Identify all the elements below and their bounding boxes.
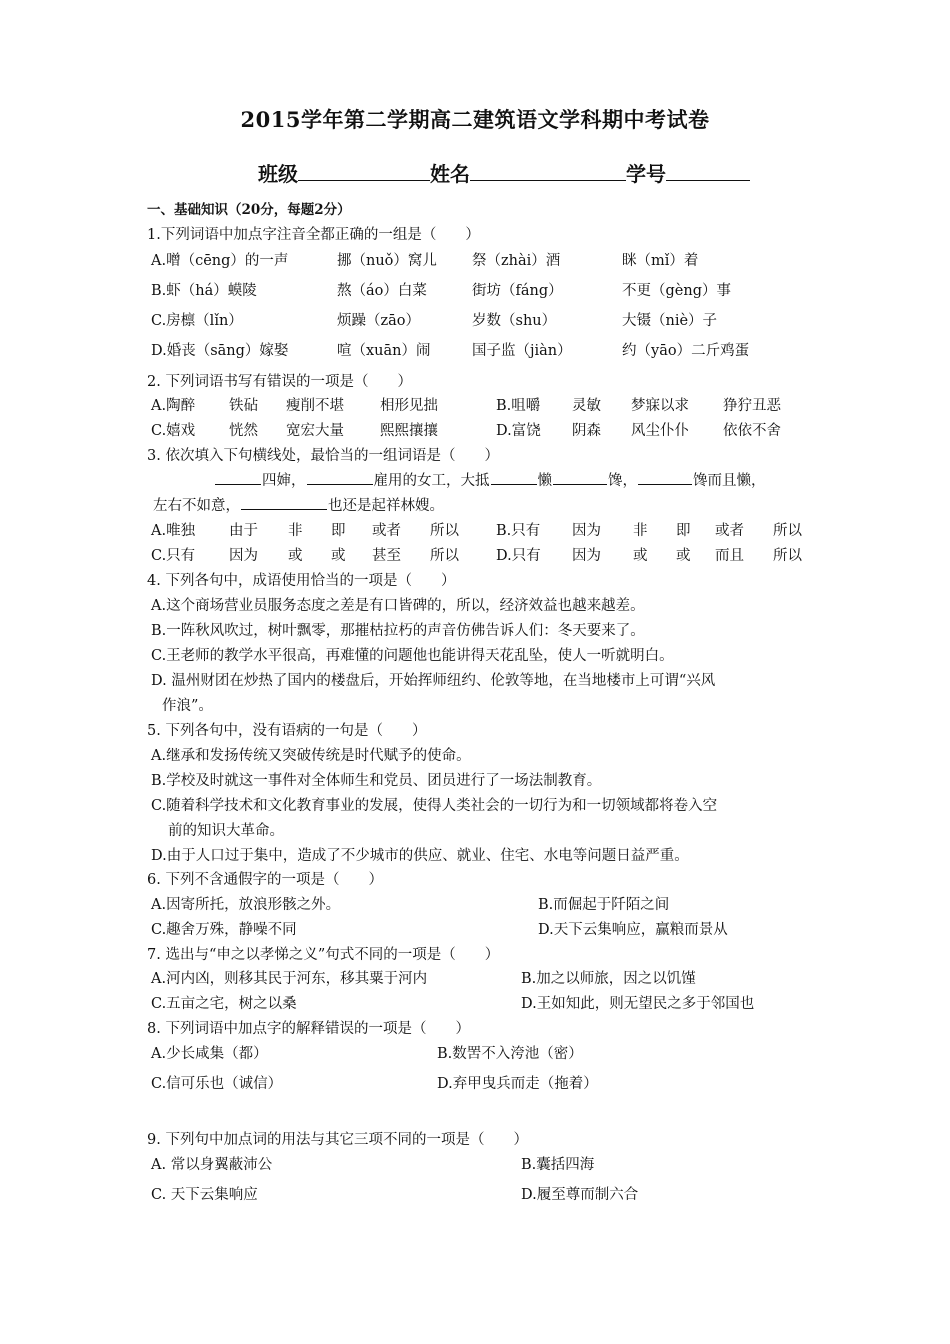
q9-option-a: A. 常以身翼蔽沛公 — [151, 1157, 273, 1173]
fill-blank[interactable] — [215, 470, 261, 485]
q8-option-b: B.数罟不入洿池（密） — [437, 1046, 583, 1062]
q1-option: 大镊（niè）子 — [622, 313, 718, 329]
q2-word: 梦寐以求 — [631, 398, 689, 414]
q1-option: C.房檩（lǐn） — [151, 313, 243, 329]
q2-word: 熙熙攘攘 — [380, 423, 438, 439]
q1-option: 街坊（fáng） — [472, 283, 563, 299]
question-7-stem: 7. 选出与“申之以孝悌之义”句式不同的一项是（ ） — [147, 947, 500, 963]
q2-word: 狰狞丑恶 — [723, 398, 781, 414]
q4-option-b: B.一阵秋风吹过，树叶飘零，那摧枯拉朽的声音仿佛告诉人们：冬天要来了。 — [151, 623, 645, 639]
q7-option-b: B.加之以师旅，因之以饥馑 — [521, 971, 696, 987]
q3-choice: D.只有 — [496, 548, 541, 564]
q2-word: A.陶醉 — [151, 398, 196, 414]
q3-text: 四婶， — [262, 473, 306, 489]
q3-choice: 或 — [633, 548, 648, 564]
q7-option-d: D.王如知此，则无望民之多于邻国也 — [521, 996, 755, 1012]
q2-word: 依依不舍 — [723, 423, 781, 439]
q5-option-c: C.随着科学技术和文化教育事业的发展，使得人类社会的一切行为和一切领域都将卷入空 — [151, 798, 718, 814]
q3-sentence-line-1 — [214, 469, 766, 490]
fill-blank[interactable] — [491, 470, 537, 485]
question-8-stem: 8. 下列词语中加点字的解释错误的一项是（ ） — [147, 1021, 470, 1037]
q2-word: 阴森 — [572, 423, 601, 439]
fill-blank[interactable] — [638, 470, 692, 485]
q3-choice: 因为 — [572, 523, 601, 539]
q2-word: 瘦削不堪 — [286, 398, 344, 414]
q3-choice: 所以 — [430, 548, 459, 564]
q3-choice: 或 — [288, 548, 303, 564]
id-label: 学号 — [626, 162, 666, 186]
q7-option-c: C.五亩之宅，树之以桑 — [151, 996, 297, 1012]
question-4-stem: 4. 下列各句中，成语使用恰当的一项是（ ） — [147, 573, 456, 589]
q1-option: 熬（áo）白菜 — [337, 283, 427, 299]
q3-text: 也还是起祥林嫂。 — [328, 498, 444, 514]
q1-option: 眯（mǐ）着 — [622, 253, 699, 269]
q4-option-d: D. 温州财团在炒热了国内的楼盘后，开始挥师纽约、伦敦等地，在当地楼市上可谓“兴风 — [151, 673, 716, 689]
q2-word: D.富饶 — [496, 423, 541, 439]
q1-option: B.虾（há）蟆陵 — [151, 283, 257, 299]
name-blank[interactable] — [470, 160, 626, 181]
q3-choice: 所以 — [773, 523, 802, 539]
q1-option: 挪（nuǒ）窝儿 — [337, 253, 437, 269]
q3-choice: 而且 — [715, 548, 744, 564]
q1-option: 岁数（shu） — [472, 313, 557, 329]
q5-option-d: D.由于人口过于集中，造成了不少城市的供应、就业、住宅、水电等问题日益严重。 — [151, 848, 689, 864]
q9-option-b: B.囊括四海 — [521, 1157, 595, 1173]
q1-option: D.婚丧（sāng）嫁娶 — [151, 343, 289, 359]
q2-word: 风尘仆仆 — [631, 423, 689, 439]
q3-text: 懒 — [537, 473, 552, 489]
q5-option-c-continued: 前的知识大革命。 — [168, 823, 284, 839]
q1-option: 国子监（jiàn） — [472, 343, 572, 359]
q9-option-d: D.履至尊而制六合 — [521, 1187, 639, 1203]
section-heading: 一、基础知识（20分，每题2分） — [147, 202, 351, 218]
question-6-stem: 6. 下列不含通假字的一项是（ ） — [147, 872, 383, 888]
q1-option: 约（yāo）二斤鸡蛋 — [622, 343, 750, 359]
q2-word: C.嬉戏 — [151, 423, 196, 439]
q3-choice: 或者 — [715, 523, 744, 539]
q2-word: B.咀嚼 — [496, 398, 541, 414]
q3-choice: C.只有 — [151, 548, 196, 564]
q8-option-d: D.弃甲曳兵而走（拖着） — [437, 1076, 598, 1092]
q2-word: 铁砧 — [229, 398, 258, 414]
question-9-stem: 9. 下列句中加点词的用法与其它三项不同的一项是（ ） — [147, 1132, 528, 1148]
q1-option: 不更（gèng）事 — [622, 283, 731, 299]
q3-text: 馋而且懒， — [693, 473, 766, 489]
q2-word: 灵敏 — [572, 398, 601, 414]
q2-word: 相形见拙 — [380, 398, 438, 414]
student-info-line — [258, 158, 750, 187]
q5-option-a: A.继承和发扬传统又突破传统是时代赋予的使命。 — [151, 748, 471, 764]
question-3-stem: 3. 依次填入下句横线处，最恰当的一组词语是（ ） — [147, 448, 499, 464]
q3-choice: A.唯独 — [151, 523, 196, 539]
id-blank[interactable] — [666, 160, 750, 181]
q3-choice: 因为 — [572, 548, 601, 564]
q1-option: A.噌（cēng）的一声 — [151, 253, 289, 269]
q3-choice: 所以 — [773, 548, 802, 564]
fill-blank[interactable] — [241, 495, 327, 510]
q3-text: 雇用的女工，大抵 — [373, 473, 490, 489]
q6-option-d: D.天下云集响应，赢粮而景从 — [538, 922, 728, 938]
class-blank[interactable] — [298, 160, 430, 181]
q3-text: 馋， — [608, 473, 637, 489]
q3-choice: 因为 — [229, 548, 258, 564]
q4-option-d-continued: 作浪”。 — [162, 698, 213, 714]
q2-word: 恍然 — [229, 423, 258, 439]
q3-choice: 由于 — [229, 523, 258, 539]
q5-option-b: B.学校及时就这一事件对全体师生和党员、团员进行了一场法制教育。 — [151, 773, 602, 789]
q8-option-c: C.信可乐也（诚信） — [151, 1076, 283, 1092]
q3-choice: 或 — [676, 548, 691, 564]
page-title: 2015学年第二学期高二建筑语文学科期中考试卷 — [240, 107, 710, 132]
name-label: 姓名 — [430, 162, 470, 186]
q6-option-c: C.趣舍万殊，静噪不同 — [151, 922, 297, 938]
q7-option-a: A.河内凶，则移其民于河东，移其粟于河内 — [151, 971, 428, 987]
q3-choice: 非 — [288, 523, 303, 539]
q4-option-c: C.王老师的教学水平很高，再难懂的问题他也能讲得天花乱坠，使人一听就明白。 — [151, 648, 674, 664]
q9-option-c: C. 天下云集响应 — [151, 1187, 258, 1203]
q6-option-a: A.因寄所托，放浪形骸之外。 — [151, 897, 341, 913]
q8-option-a: A.少长咸集（都） — [151, 1046, 268, 1062]
q3-choice: 即 — [331, 523, 346, 539]
q3-sentence-line-2 — [153, 494, 444, 515]
q3-choice: 或者 — [372, 523, 401, 539]
q3-choice: 甚至 — [372, 548, 401, 564]
q3-choice: 或 — [331, 548, 346, 564]
fill-blank[interactable] — [553, 470, 607, 485]
q3-choice: 所以 — [430, 523, 459, 539]
q3-text: 左右不如意， — [153, 498, 240, 514]
fill-blank[interactable] — [307, 470, 373, 485]
q3-choice: 即 — [676, 523, 691, 539]
q3-choice: 非 — [633, 523, 648, 539]
q6-option-b: B.而倔起于阡陌之间 — [538, 897, 670, 913]
q2-word: 宽宏大量 — [286, 423, 344, 439]
q1-option: 祭（zhài）酒 — [472, 253, 561, 269]
question-5-stem: 5. 下列各句中，没有语病的一句是（ ） — [147, 723, 427, 739]
question-2-stem: 2. 下列词语书写有错误的一项是（ ） — [147, 374, 412, 390]
q1-option: 喧（xuān）闹 — [337, 343, 431, 359]
q1-option: 烦躁（zāo） — [337, 313, 421, 329]
class-label: 班级 — [258, 162, 298, 186]
q4-option-a: A.这个商场营业员服务态度之差是有口皆碑的，所以，经济效益也越来越差。 — [151, 598, 645, 614]
question-1-stem: 1.下列词语中加点字注音全都正确的一组是（ ） — [147, 227, 480, 243]
q3-choice: B.只有 — [496, 523, 541, 539]
